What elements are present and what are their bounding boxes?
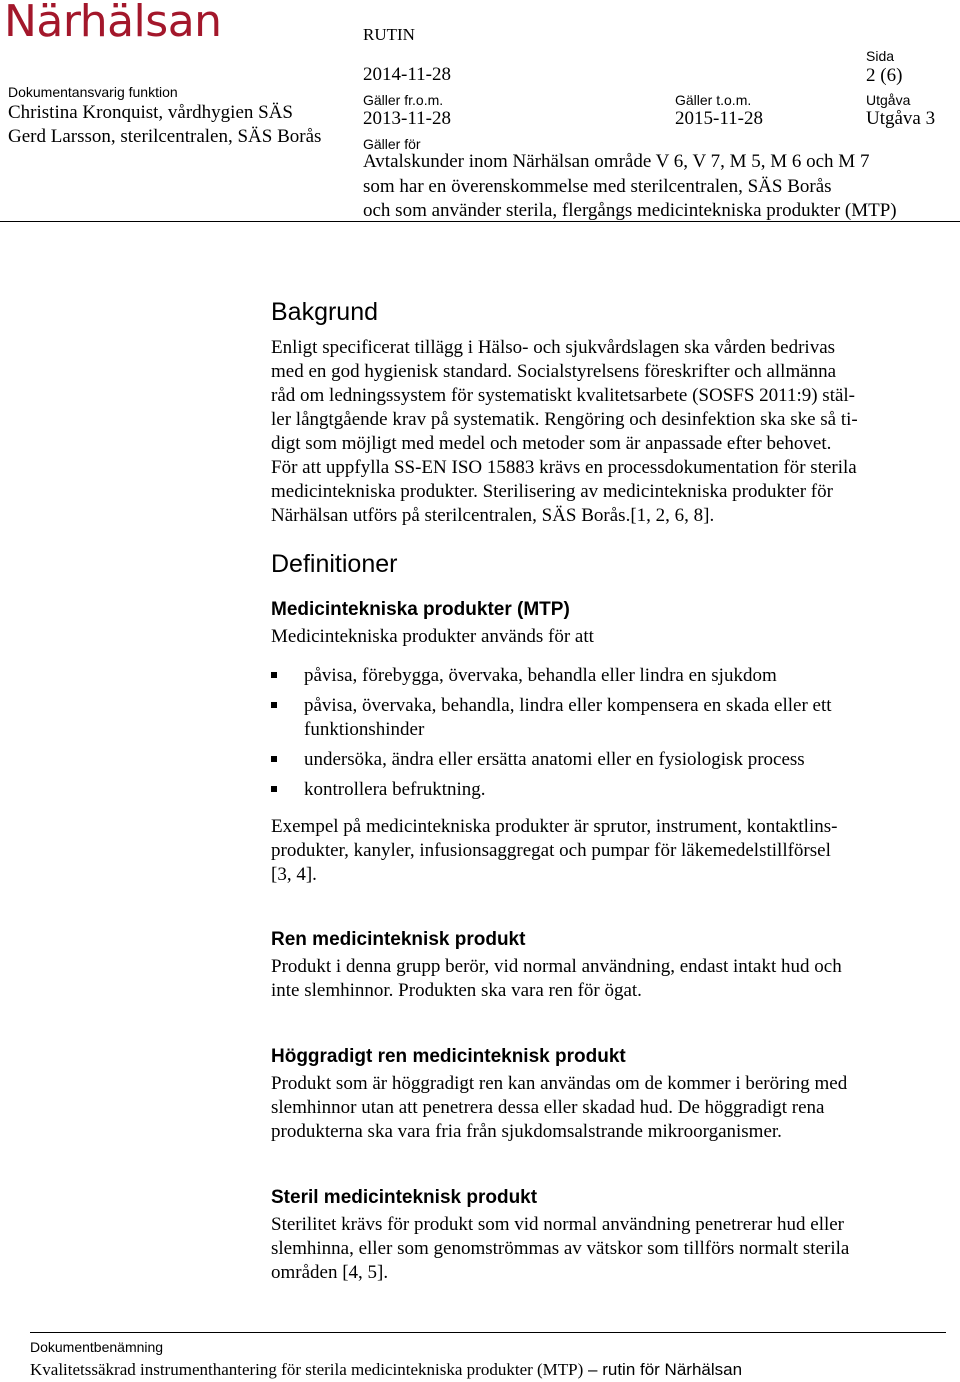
list-item — [271, 694, 931, 742]
responsible-person-2: Gerd Larsson, sterilcentralen, SÄS Borås — [8, 126, 322, 147]
applies-to-text — [363, 150, 897, 224]
text-line: produkterna ska vara fria från sjukdomsalstrande mikroorganismer. — [271, 1121, 782, 1142]
text-line: medicintekniska produkter. Sterilisering av medicintekniska produkter för — [271, 481, 833, 502]
subheading-mtp: Medicintekniska produkter (MTP) — [271, 599, 570, 620]
mtp-examples — [271, 815, 931, 887]
footer-title-suffix: – rutin för Närhälsan — [583, 1360, 743, 1379]
footer-divider — [30, 1332, 946, 1333]
text-line: med en god hygienisk standard. Socialstyrelsens föreskrifter och allmänna — [271, 361, 837, 382]
text-line: Enligt specificerat tillägg i Hälso- och sjukvårdslagen ska vården bedrivas — [271, 337, 836, 358]
document-type: RUTIN — [363, 25, 415, 44]
ren-paragraph — [271, 955, 931, 1003]
text-line: Produkt som är höggradigt ren kan användas om de kommer i beröring med — [271, 1073, 848, 1094]
text-line: Produkt i denna grupp berör, vid normal användning, endast intakt hud och — [271, 956, 842, 977]
mtp-intro: Medicintekniska produkter används för att — [271, 626, 594, 647]
mtp-purpose-list — [271, 664, 931, 802]
list-item — [271, 778, 931, 802]
valid-from-date: 2013-11-28 — [363, 108, 451, 129]
section-heading-bakgrund: Bakgrund — [271, 298, 379, 326]
text-line: slemhinnor utan att penetrera dessa eller skadad hud. De höggradigt rena — [271, 1097, 825, 1118]
text-line: För att uppfylla SS-EN ISO 15883 krävs en processdokumentation för sterila — [271, 457, 857, 478]
applies-to-label: Gäller för — [363, 136, 421, 152]
text-line: Exempel på medicintekniska produkter är sprutor, instrument, kontaktlins- — [271, 816, 838, 837]
edition-label: Utgåva — [866, 92, 911, 108]
subheading-hoggradigt-ren: Höggradigt ren medicinteknisk produkt — [271, 1046, 626, 1067]
square-bullet-icon — [271, 672, 277, 678]
background-paragraph — [271, 336, 931, 528]
footer-document-title — [30, 1360, 742, 1380]
footer-label: Dokumentbenämning — [30, 1339, 164, 1355]
square-bullet-icon — [271, 756, 277, 762]
square-bullet-icon — [271, 702, 277, 708]
text-line: inte slemhinnor. Produkten ska vara ren för ögat. — [271, 980, 642, 1001]
valid-from-label: Gäller fr.o.m. — [363, 92, 444, 108]
text-line: Sterilitet krävs för produkt som vid normal användning penetrerar hud eller — [271, 1214, 845, 1235]
subheading-steril: Steril medicinteknisk produkt — [271, 1187, 538, 1208]
applies-to-line: Avtalskunder inom Närhälsan område V 6, V 7, M 5, M 6 och M 7 — [363, 151, 870, 172]
text-line: Närhälsan utförs på sterilcentralen, SÄS Borås.[1, 2, 6, 8]. — [271, 505, 715, 526]
hoggradigt-ren-paragraph — [271, 1072, 931, 1144]
applies-to-line: och som använder sterila, flergångs medicintekniska produkter (MTP) — [363, 200, 897, 221]
edition-value: Utgåva 3 — [866, 108, 936, 129]
valid-to-date: 2015-11-28 — [675, 108, 763, 129]
text-line: produkter, kanyler, infusionsaggregat och pumpar för läkemedelstillförsel — [271, 840, 831, 861]
section-heading-definitioner: Definitioner — [271, 550, 398, 578]
text-line: slemhinna, eller som genomströmmas av vätskor som tillförs normalt sterila — [271, 1238, 850, 1259]
footer-title-main: Kvalitetssäkrad instrumenthantering för sterila medicintekniska produkter (MTP) — [30, 1360, 584, 1379]
valid-to-label: Gäller t.o.m. — [675, 92, 752, 108]
text-line: områden [4, 5]. — [271, 1262, 389, 1283]
document-body — [271, 298, 931, 1285]
list-item-text: undersöka, ändra eller ersätta anatomi eller en fysiologisk process — [304, 749, 805, 770]
subheading-ren: Ren medicinteknisk produkt — [271, 929, 526, 950]
text-line: [3, 4]. — [271, 864, 317, 885]
page-number: 2 (6) — [866, 65, 903, 86]
list-item-text: funktionshinder — [304, 719, 425, 740]
list-item — [271, 664, 931, 688]
narhalsan-logo: Närhälsan — [4, 0, 222, 47]
square-bullet-icon — [271, 786, 277, 792]
document-date: 2014-11-28 — [363, 64, 451, 85]
list-item-text: påvisa, övervaka, behandla, lindra eller kompensera en skada eller ett — [304, 695, 832, 716]
header-divider — [0, 221, 960, 222]
text-line: ler långtgående krav på systematik. Rengöring och desinfektion ska ske så ti- — [271, 409, 858, 430]
list-item — [271, 748, 931, 772]
list-item-text: kontrollera befruktning. — [304, 779, 486, 800]
page-label: Sida — [866, 48, 895, 64]
text-line: digt som möjligt med medel och metoder som är anpassade efter behovet. — [271, 433, 832, 454]
steril-paragraph — [271, 1213, 931, 1285]
responsible-label: Dokumentansvarig funktion — [8, 84, 178, 100]
text-line: råd om ledningssystem för systematiskt kvalitetsarbete (SOSFS 2011:9) stäl- — [271, 385, 856, 406]
list-item-text: påvisa, förebygga, övervaka, behandla eller lindra en sjukdom — [304, 665, 777, 686]
responsible-person-1: Christina Kronquist, vårdhygien SÄS — [8, 102, 293, 123]
applies-to-line: som har en överenskommelse med sterilcentralen, SÄS Borås — [363, 175, 832, 197]
